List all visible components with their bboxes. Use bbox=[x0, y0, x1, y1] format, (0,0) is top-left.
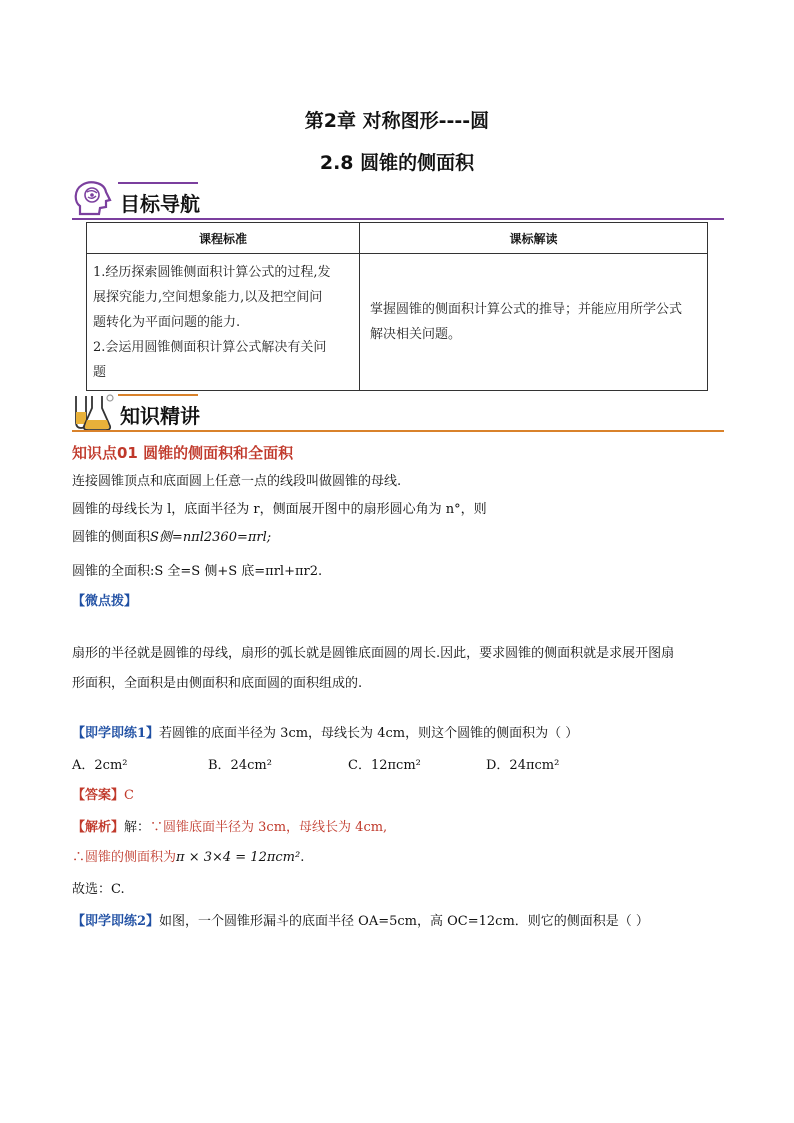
knowledge-divider bbox=[72, 430, 724, 432]
interpretation-line: 解决相关问题。 bbox=[370, 327, 462, 342]
exercise2-question bbox=[72, 912, 649, 932]
analysis-line bbox=[72, 818, 387, 838]
definition-line: 连接圆锥顶点和底面圆上任意一点的线段叫做圆锥的母线. bbox=[72, 474, 402, 489]
standards-line: 2.会运用圆锥侧面积计算公式解决有关问 bbox=[93, 339, 327, 355]
lab-flask-icon bbox=[72, 392, 116, 432]
answer-line bbox=[72, 786, 134, 806]
goals-section-header bbox=[72, 180, 724, 220]
section-title: 2.8 圆锥的侧面积 bbox=[319, 152, 475, 174]
formula-expression: S侧=nπl2360=πrl; bbox=[150, 530, 272, 545]
analysis-line-2 bbox=[72, 848, 304, 868]
exercise1-question bbox=[72, 724, 578, 744]
option-b: B．24cm² bbox=[208, 758, 272, 773]
answer-label: 【答案】 bbox=[72, 788, 125, 803]
given-line: 圆锥的母线长为 l，底面半径为 r，侧面展开图中的扇形圆心角为 n°，则 bbox=[72, 502, 487, 517]
header-top-rule bbox=[118, 394, 198, 396]
standards-line: 展探究能力,空间想象能力,以及把空间问 bbox=[93, 289, 323, 305]
analysis-label: 【解析】 bbox=[72, 820, 125, 835]
conclusion-line: 故选：C. bbox=[72, 882, 125, 897]
interpretation-cell bbox=[360, 254, 708, 391]
goals-section-label: 目标导航 bbox=[120, 192, 200, 216]
lateral-area-formula bbox=[72, 528, 271, 548]
knowledge-section-label: 知识精讲 bbox=[120, 404, 200, 428]
goals-divider bbox=[72, 218, 724, 220]
total-area-formula: 圆锥的全面积:S 全=S 侧+S 底=πrl+πr2. bbox=[72, 564, 323, 579]
exercise2-text: 如图，一个圆锥形漏斗的底面半径 OA=5cm，高 OC=12cm．则它的侧面积是（ ） bbox=[159, 914, 649, 929]
knowledge-point-title: 知识点01 圆锥的侧面积和全面积 bbox=[72, 444, 294, 462]
col-standards-header: 课程标准 bbox=[87, 223, 360, 254]
analysis-prefix: 解： bbox=[124, 820, 151, 835]
interpretation-line: 掌握圆锥的侧面积计算公式的推导；并能应用所学公式 bbox=[370, 302, 683, 317]
analysis-line2-prefix: ∴圆锥的侧面积为 bbox=[72, 850, 177, 865]
head-brain-icon bbox=[72, 180, 114, 218]
analysis-suffix: . bbox=[300, 850, 305, 865]
standards-line: 1.经历探索圆锥侧面积计算公式的过程,发 bbox=[93, 264, 331, 280]
answer-value: C bbox=[124, 788, 134, 803]
standards-line: 题转化为平面问题的能力. bbox=[93, 314, 241, 330]
option-d: D．24πcm² bbox=[486, 758, 560, 773]
exercise2-label: 【即学即练2】 bbox=[72, 914, 160, 929]
tip-line: 形面积，全面积是由侧面积和底面圆的面积组成的. bbox=[72, 676, 363, 691]
knowledge-section-header bbox=[72, 392, 724, 432]
tip-label: 【微点拨】 bbox=[72, 594, 138, 609]
table-header-row bbox=[87, 223, 708, 254]
col-interpretation-header: 课标解读 bbox=[360, 223, 708, 254]
standards-table bbox=[86, 222, 708, 391]
chapter-title: 第2章 对称图形----圆 bbox=[304, 110, 490, 132]
exercise1-label: 【即学即练1】 bbox=[72, 726, 160, 741]
option-a: A．2cm² bbox=[72, 758, 128, 773]
option-c: C．12πcm² bbox=[348, 758, 421, 773]
header-top-rule bbox=[118, 182, 198, 184]
tip-line: 扇形的半径就是圆锥的母线，扇形的弧长就是圆锥底面圆的周长.因此，要求圆锥的侧面积就是求展开图扇 bbox=[72, 646, 675, 661]
table-row bbox=[87, 254, 708, 391]
analysis-text: ∵圆锥底面半径为 3cm，母线长为 4cm, bbox=[150, 820, 388, 835]
standards-line: 题 bbox=[93, 364, 107, 380]
exercise1-text: 若圆锥的底面半径为 3cm，母线长为 4cm，则这个圆锥的侧面积为（ ） bbox=[159, 726, 579, 741]
formula-prefix: 圆锥的侧面积 bbox=[72, 530, 151, 545]
analysis-formula: π × 3×4 = 12πcm² bbox=[176, 850, 301, 865]
standards-cell bbox=[87, 254, 360, 391]
